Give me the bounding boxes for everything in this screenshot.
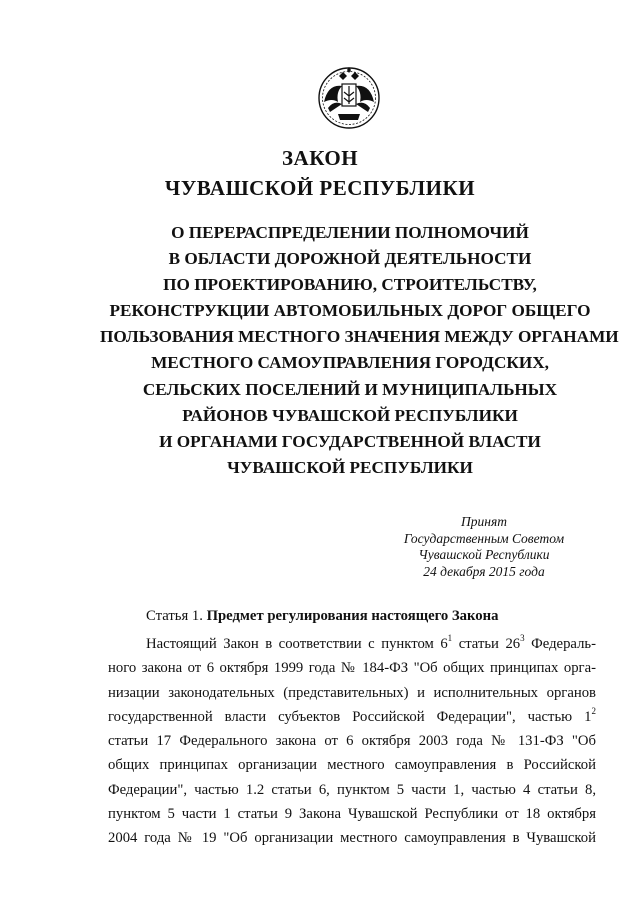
document-type-title: ЗАКОН <box>281 146 359 170</box>
article-body <box>108 632 596 851</box>
body-line: 2004 года № 19 "Об организации местного самоуправления в Чувашской <box>108 830 596 847</box>
law-subject-title <box>100 220 619 481</box>
body-line: статьи 17 Федерального закона от 6 октября 2003 года № 131-ФЗ "Об <box>108 733 596 750</box>
subtitle-line: РАЙОНОВ ЧУВАШСКОЙ РЕСПУБЛИКИ <box>182 405 518 425</box>
article-number: Статья 1. <box>146 608 207 624</box>
body-line: государственной власти субъектов Российской Федерации", частью $1^2$ <box>108 706 596 725</box>
adoption-line: Принят <box>461 514 507 529</box>
article-title: Предмет регулирования настоящего Закона <box>206 608 499 624</box>
adoption-date: 24 декабря 2015 года <box>423 563 545 579</box>
subtitle-line: СЕЛЬСКИХ ПОСЕЛЕНИЙ И МУНИЦИПАЛЬНЫХ <box>142 379 558 399</box>
adoption-line: Чувашской Республики <box>418 547 550 562</box>
subtitle-line: И ОРГАНАМИ ГОСУДАРСТВЕННОЙ ВЛАСТИ <box>159 431 541 451</box>
body-line: низации законодательных (представительных) и исполнительных органов <box>108 684 596 701</box>
subtitle-line: РЕКОНСТРУКЦИИ АВТОМОБИЛЬНЫХ ДОРОГ ОБЩЕГО <box>109 301 591 321</box>
article-heading <box>146 609 498 624</box>
chuvash-republic-emblem-icon <box>314 62 384 132</box>
subtitle-line: ПОЛЬЗОВАНИЯ МЕСТНОГО ЗНАЧЕНИЯ МЕЖДУ ОРГАНАМИ <box>100 327 619 347</box>
adoption-note <box>384 514 584 580</box>
body-line: Настоящий Закон в соответствии с пунктом $6^1$ статьи $26^3$ Федераль- <box>146 633 596 652</box>
body-line: Федерации", частью 1.2 статьи 6, пунктом 5 части 1, частью 4 статьи 8, <box>108 781 596 798</box>
adoption-line: Государственным Советом <box>403 530 565 546</box>
subtitle-line: О ПЕРЕРАСПРЕДЕЛЕНИИ ПОЛНОМОЧИЙ <box>171 223 529 242</box>
body-line: ного закона от 6 октября 1999 года № 184-ФЗ "Об общих принципах орга- <box>108 660 596 677</box>
body-line: пунктом 5 части 1 статьи 9 Закона Чувашской Республики от 18 октября <box>108 806 596 823</box>
issuer-title: ЧУВАШСКОЙ РЕСПУБЛИКИ <box>164 176 476 200</box>
subtitle-line: В ОБЛАСТИ ДОРОЖНОЙ ДЕЯТЕЛЬНОСТИ <box>168 249 532 269</box>
subtitle-line: ЧУВАШСКОЙ РЕСПУБЛИКИ <box>227 457 473 477</box>
body-line: общих принципах организации местного самоуправления в Российской <box>108 757 596 774</box>
subtitle-line: МЕСТНОГО САМОУПРАВЛЕНИЯ ГОРОДСКИХ, <box>151 353 549 373</box>
subtitle-line: ПО ПРОЕКТИРОВАНИЮ, СТРОИТЕЛЬСТВУ, <box>163 275 537 295</box>
